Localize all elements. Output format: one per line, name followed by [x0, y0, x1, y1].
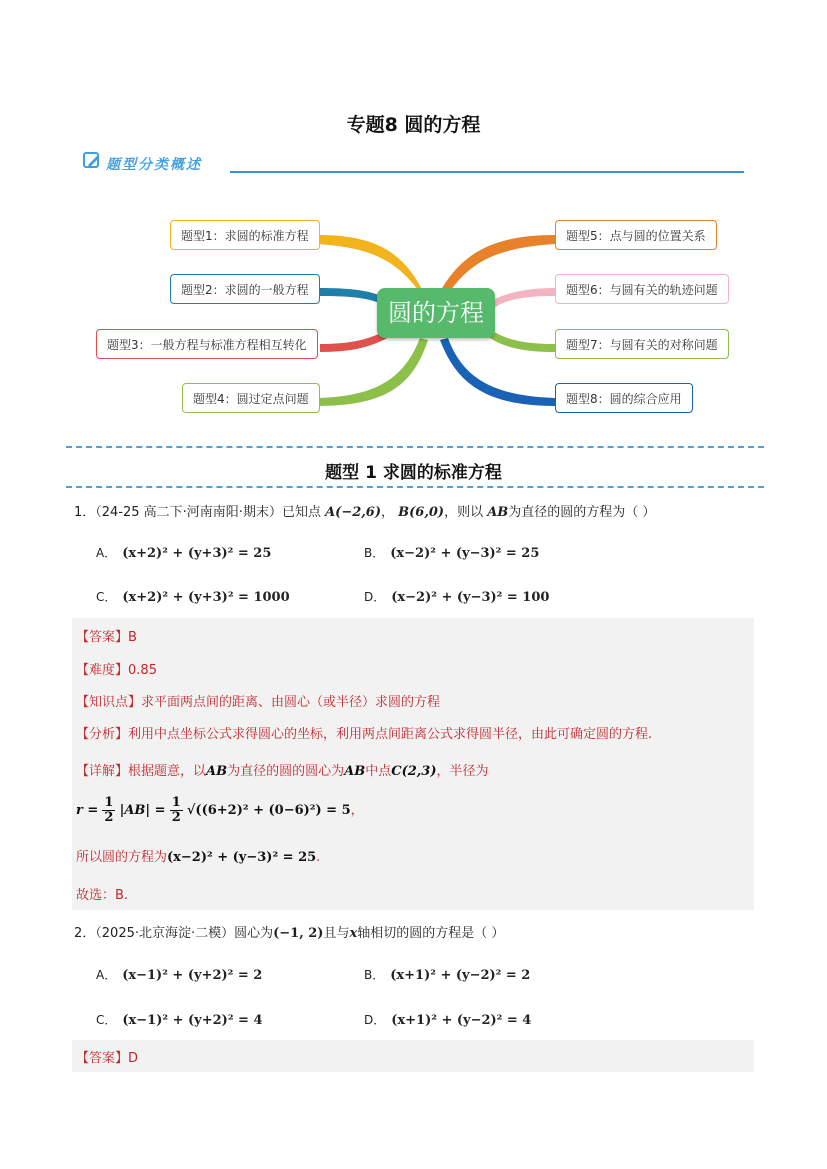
q1-radius-formula: r = $\frac{1}{2}$ |AB| = $\frac{1}{2}$ √((6+2)² + (0−6)²) = 5， — [76, 795, 364, 825]
q2-answer: 【答案】D — [76, 1051, 139, 1066]
topic-title: 题型 1 求圆的标准方程 — [325, 463, 502, 483]
question-1: 1．（24-25 高二下·河南南阳·期末）已知点 A(−2,6)， B(6,0)，则以 AB为直径的圆的方程为（ ） — [74, 505, 656, 520]
q2-option-d[interactable]: D． (x+1)² + (y−2)² = 4 — [364, 1013, 532, 1028]
section-label: 题型分类概述 — [106, 157, 202, 173]
question-2: 2．（2025·北京海淀·二模）圆心为(−1, 2)且与x轴相切的圆的方程是（ ） — [74, 926, 505, 941]
q1-answer: 【答案】B — [76, 630, 137, 645]
divider-bottom — [66, 486, 764, 488]
q1-option-d[interactable]: D． (x−2)² + (y−3)² = 100 — [364, 590, 550, 605]
point-a: A(−2,6) — [325, 505, 381, 520]
q2-option-c[interactable]: C． (x−1)² + (y+2)² = 4 — [96, 1013, 263, 1028]
mind-map-node-1: 题型1：求圆的标准方程 — [170, 220, 320, 250]
divider-top — [66, 446, 764, 448]
q1-option-b[interactable]: B． (x−2)² + (y−3)² = 25 — [364, 546, 540, 561]
q1-option-c[interactable]: C． (x+2)² + (y+3)² = 1000 — [96, 590, 290, 605]
circle-center: (−1, 2) — [273, 926, 324, 941]
q1-answer-panel — [72, 618, 754, 910]
mind-map-node-7: 题型7：与圆有关的对称问题 — [555, 329, 729, 359]
q1-choice: 故选：B. — [76, 888, 129, 903]
pencil-icon — [82, 151, 102, 171]
mind-map-node-3: 题型3：一般方程与标准方程相互转化 — [96, 329, 318, 359]
q1-conclusion: 所以圆的方程为(x−2)² + (y−3)² = 25. — [76, 850, 321, 865]
q2-option-a[interactable]: A． (x−1)² + (y+2)² = 2 — [96, 968, 263, 983]
section-header — [82, 150, 744, 176]
q1-knowledge: 【知识点】求平面两点间的距离、由圆心（或半径）求圆的方程 — [76, 695, 441, 710]
mind-map-node-8: 题型8：圆的综合应用 — [555, 383, 693, 413]
mind-map-node-5: 题型5：点与圆的位置关系 — [555, 220, 717, 250]
mind-map-node-6: 题型6：与圆有关的轨迹问题 — [555, 274, 729, 304]
q1-option-a[interactable]: A． (x+2)² + (y+3)² = 25 — [96, 546, 272, 561]
mind-map-center: 圆的方程 — [377, 288, 495, 338]
page-title: 专题8 圆的方程 — [346, 114, 481, 136]
mind-map-node-4: 题型4：圆过定点问题 — [182, 383, 320, 413]
q1-analysis: 【分析】利用中点坐标公式求得圆心的坐标，利用两点间距离公式求得圆半径，由此可确定圆的方程. — [76, 727, 653, 742]
point-b: B(6,0) — [398, 505, 445, 520]
mind-map — [0, 200, 827, 430]
mind-map-node-2: 题型2：求圆的一般方程 — [170, 274, 320, 304]
q1-detail: 【详解】根据题意，以AB为直径的圆的圆心为AB中点C(2,3)，半径为 — [76, 764, 489, 779]
q1-difficulty: 【难度】0.85 — [76, 663, 157, 678]
q2-answer-panel — [72, 1040, 754, 1072]
section-rule — [230, 171, 744, 173]
q2-option-b[interactable]: B． (x+1)² + (y−2)² = 2 — [364, 968, 531, 983]
